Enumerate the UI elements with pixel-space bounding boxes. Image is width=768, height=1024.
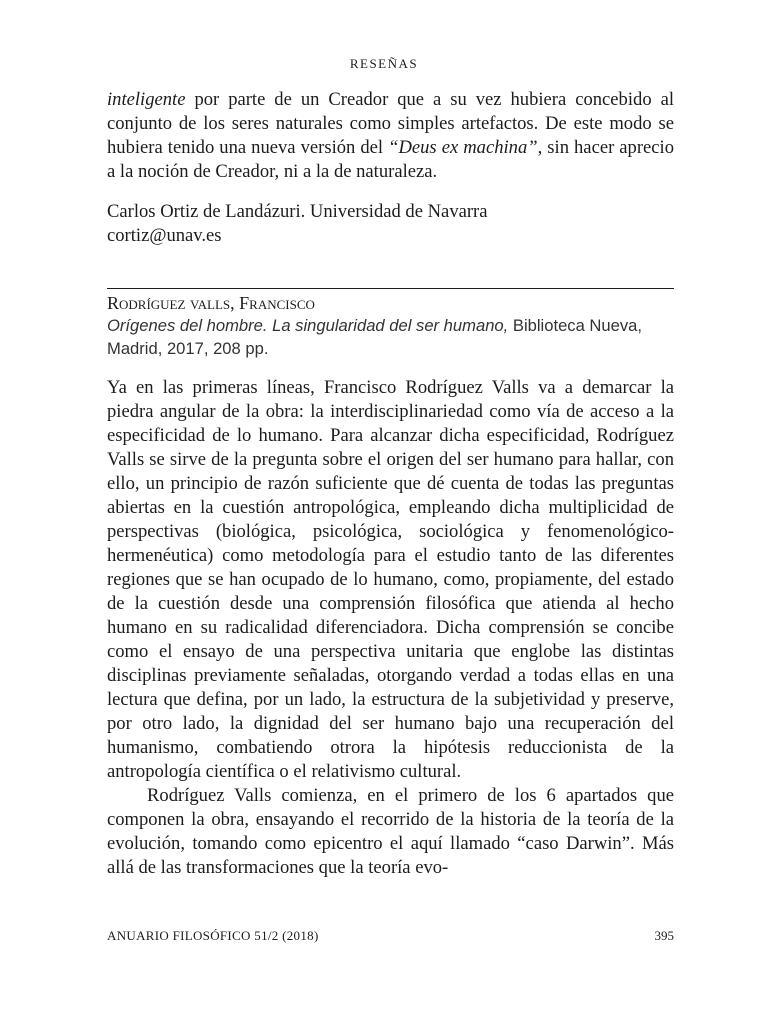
italic-term: inteligente [107,89,186,110]
paragraph-text: por parte de un Creador que a su vez hubiera concebido al conjunto de los seres naturales como simples artefactos. De este modo se hubiera tenido una nueva versión del [107,89,674,158]
reviewer-signature [107,200,488,248]
review-paragraph-2: Rodríguez Valls comienza, en el primero de los 6 apartados que componen la obra, ensayando el recorrido de la historia de la teoría de la evolución, tomando como epicentro el aquí llamado “caso Darwin”. Más allá de las transformaciones que la teoría evo- [107,785,674,878]
publisher-info: Biblioteca Nueva, Madrid, 2017, 208 pp. [107,316,643,358]
page-number: 395 [654,928,674,943]
italic-phrase: “Deus ex machina” [388,137,538,158]
bibliographic-reference [107,314,674,360]
paragraph-text: , sin hacer aprecio a la noción de Creador, ni a la de naturaleza. [107,137,675,182]
reviewed-book-author: Rodríguez valls, Francisco [107,293,315,313]
previous-review-closing-paragraph [107,88,674,184]
section-divider [107,288,674,289]
journal-citation: ANUARIO FILOSÓFICO 51/2 (2018) [107,928,319,943]
reviewer-email: cortiz@unav.es [107,225,222,246]
review-body [107,376,674,880]
book-title: Orígenes del hombre. La singularidad del ser humano, [107,316,509,335]
running-header: RESEÑAS [349,56,419,71]
reviewer-name-affiliation: Carlos Ortiz de Landázuri. Universidad de Navarra [107,201,488,222]
review-paragraph-1: Ya en las primeras líneas, Francisco Rodríguez Valls va a demarcar la piedra angular de la obra: la interdisciplinariedad como vía de acceso a la especificidad de lo humano. Para alcanzar dicha especificidad, Rodríguez Valls se sirve de la pregunta sobre el origen del ser humano para hallar, con ello, un principio de razón suficiente que dé cuenta de todas las preguntas abiertas en la cuestión antropológica, empleando dicha multiplicidad de perspectivas (biológica, psicológica, sociológica y fenomenológico-hermenéutica) como metodología para el estudio tanto de las diferentes regiones que se han ocupado de lo humano, como, propiamente, del estado de la cuestión desde una comprensión filosófica que atienda al hecho humano en su radicalidad diferenciadora. Dicha comprensión se concibe como el ensayo de una perspectiva unitaria que englobe las distintas disciplinas previamente señaladas, otorgando verdad a todas ellas en una lectura que defina, por un lado, la estructura de la subjetividad y preserve, por otro lado, la dignidad del ser humano bajo una recuperación del humanismo, combatiendo otrora la hipótesis reduccionista de la antropología científica o el relativismo cultural. [107,377,674,782]
